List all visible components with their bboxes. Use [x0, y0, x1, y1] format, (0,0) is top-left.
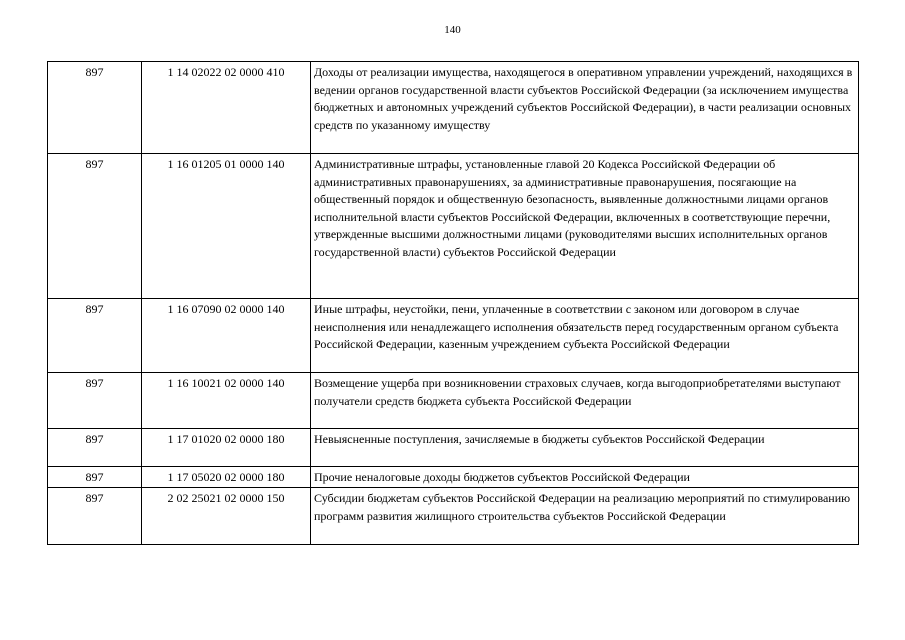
budget-code-cell: 1 16 01205 01 0000 140: [142, 154, 311, 299]
table-row: [48, 373, 859, 429]
budget-code-cell: 1 16 10021 02 0000 140: [142, 373, 311, 429]
table-row: [48, 299, 859, 373]
revenue-codes-table: [47, 61, 859, 545]
revenue-name-cell: Административные штрафы, установленные главой 20 Кодекса Российской Федерации об административных правонарушениях, за административные правонарушения, посягающие на общественный порядок и общественную безопасность, выявленные должностными лицами органов исполнительной власти субъектов Российской Федерации, включенных в соответствующие перечни, утвержденные высшими должностными лицами (руководителями высших исполнительных органов государственной власти) субъектов Российской Федерации: [311, 154, 859, 299]
budget-code-cell: 1 17 01020 02 0000 180: [142, 429, 311, 467]
revenue-name-cell: Доходы от реализации имущества, находящегося в оперативном управлении учреждений, находящихся в ведении органов государственной власти субъектов Российской Федерации (за исключением имущества бюджетных и автономных учреждений субъектов Российской Федерации), в части реализации основных средств по указанному имуществу: [311, 62, 859, 154]
admin-code-cell: 897: [48, 429, 142, 467]
revenue-name-cell: Субсидии бюджетам субъектов Российской Федерации на реализацию мероприятий по стимулированию программ развития жилищного строительства субъектов Российской Федерации: [311, 488, 859, 545]
revenue-name-cell: Прочие неналоговые доходы бюджетов субъектов Российской Федерации: [311, 467, 859, 488]
table-row: [48, 488, 859, 545]
budget-code-cell: 1 17 05020 02 0000 180: [142, 467, 311, 488]
table-row: [48, 429, 859, 467]
admin-code-cell: 897: [48, 488, 142, 545]
admin-code-cell: 897: [48, 299, 142, 373]
revenue-name-cell: Невыясненные поступления, зачисляемые в бюджеты субъектов Российской Федерации: [311, 429, 859, 467]
table-row: [48, 154, 859, 299]
budget-code-cell: 1 16 07090 02 0000 140: [142, 299, 311, 373]
admin-code-cell: 897: [48, 62, 142, 154]
budget-code-cell: 2 02 25021 02 0000 150: [142, 488, 311, 545]
budget-code-cell: 1 14 02022 02 0000 410: [142, 62, 311, 154]
table-row: [48, 62, 859, 154]
page-number: 140: [444, 24, 461, 36]
revenue-name-cell: Иные штрафы, неустойки, пени, уплаченные в соответствии с законом или договором в случае неисполнения или ненадлежащего исполнения обязательств перед государственным органом субъекта Российской Федерации, казенным учреждением субъекта Российской Федерации: [311, 299, 859, 373]
admin-code-cell: 897: [48, 154, 142, 299]
admin-code-cell: 897: [48, 373, 142, 429]
admin-code-cell: 897: [48, 467, 142, 488]
revenue-name-cell: Возмещение ущерба при возникновении страховых случаев, когда выгодоприобретателями выступают получатели средств бюджета субъекта Российской Федерации: [311, 373, 859, 429]
table-row: [48, 467, 859, 488]
